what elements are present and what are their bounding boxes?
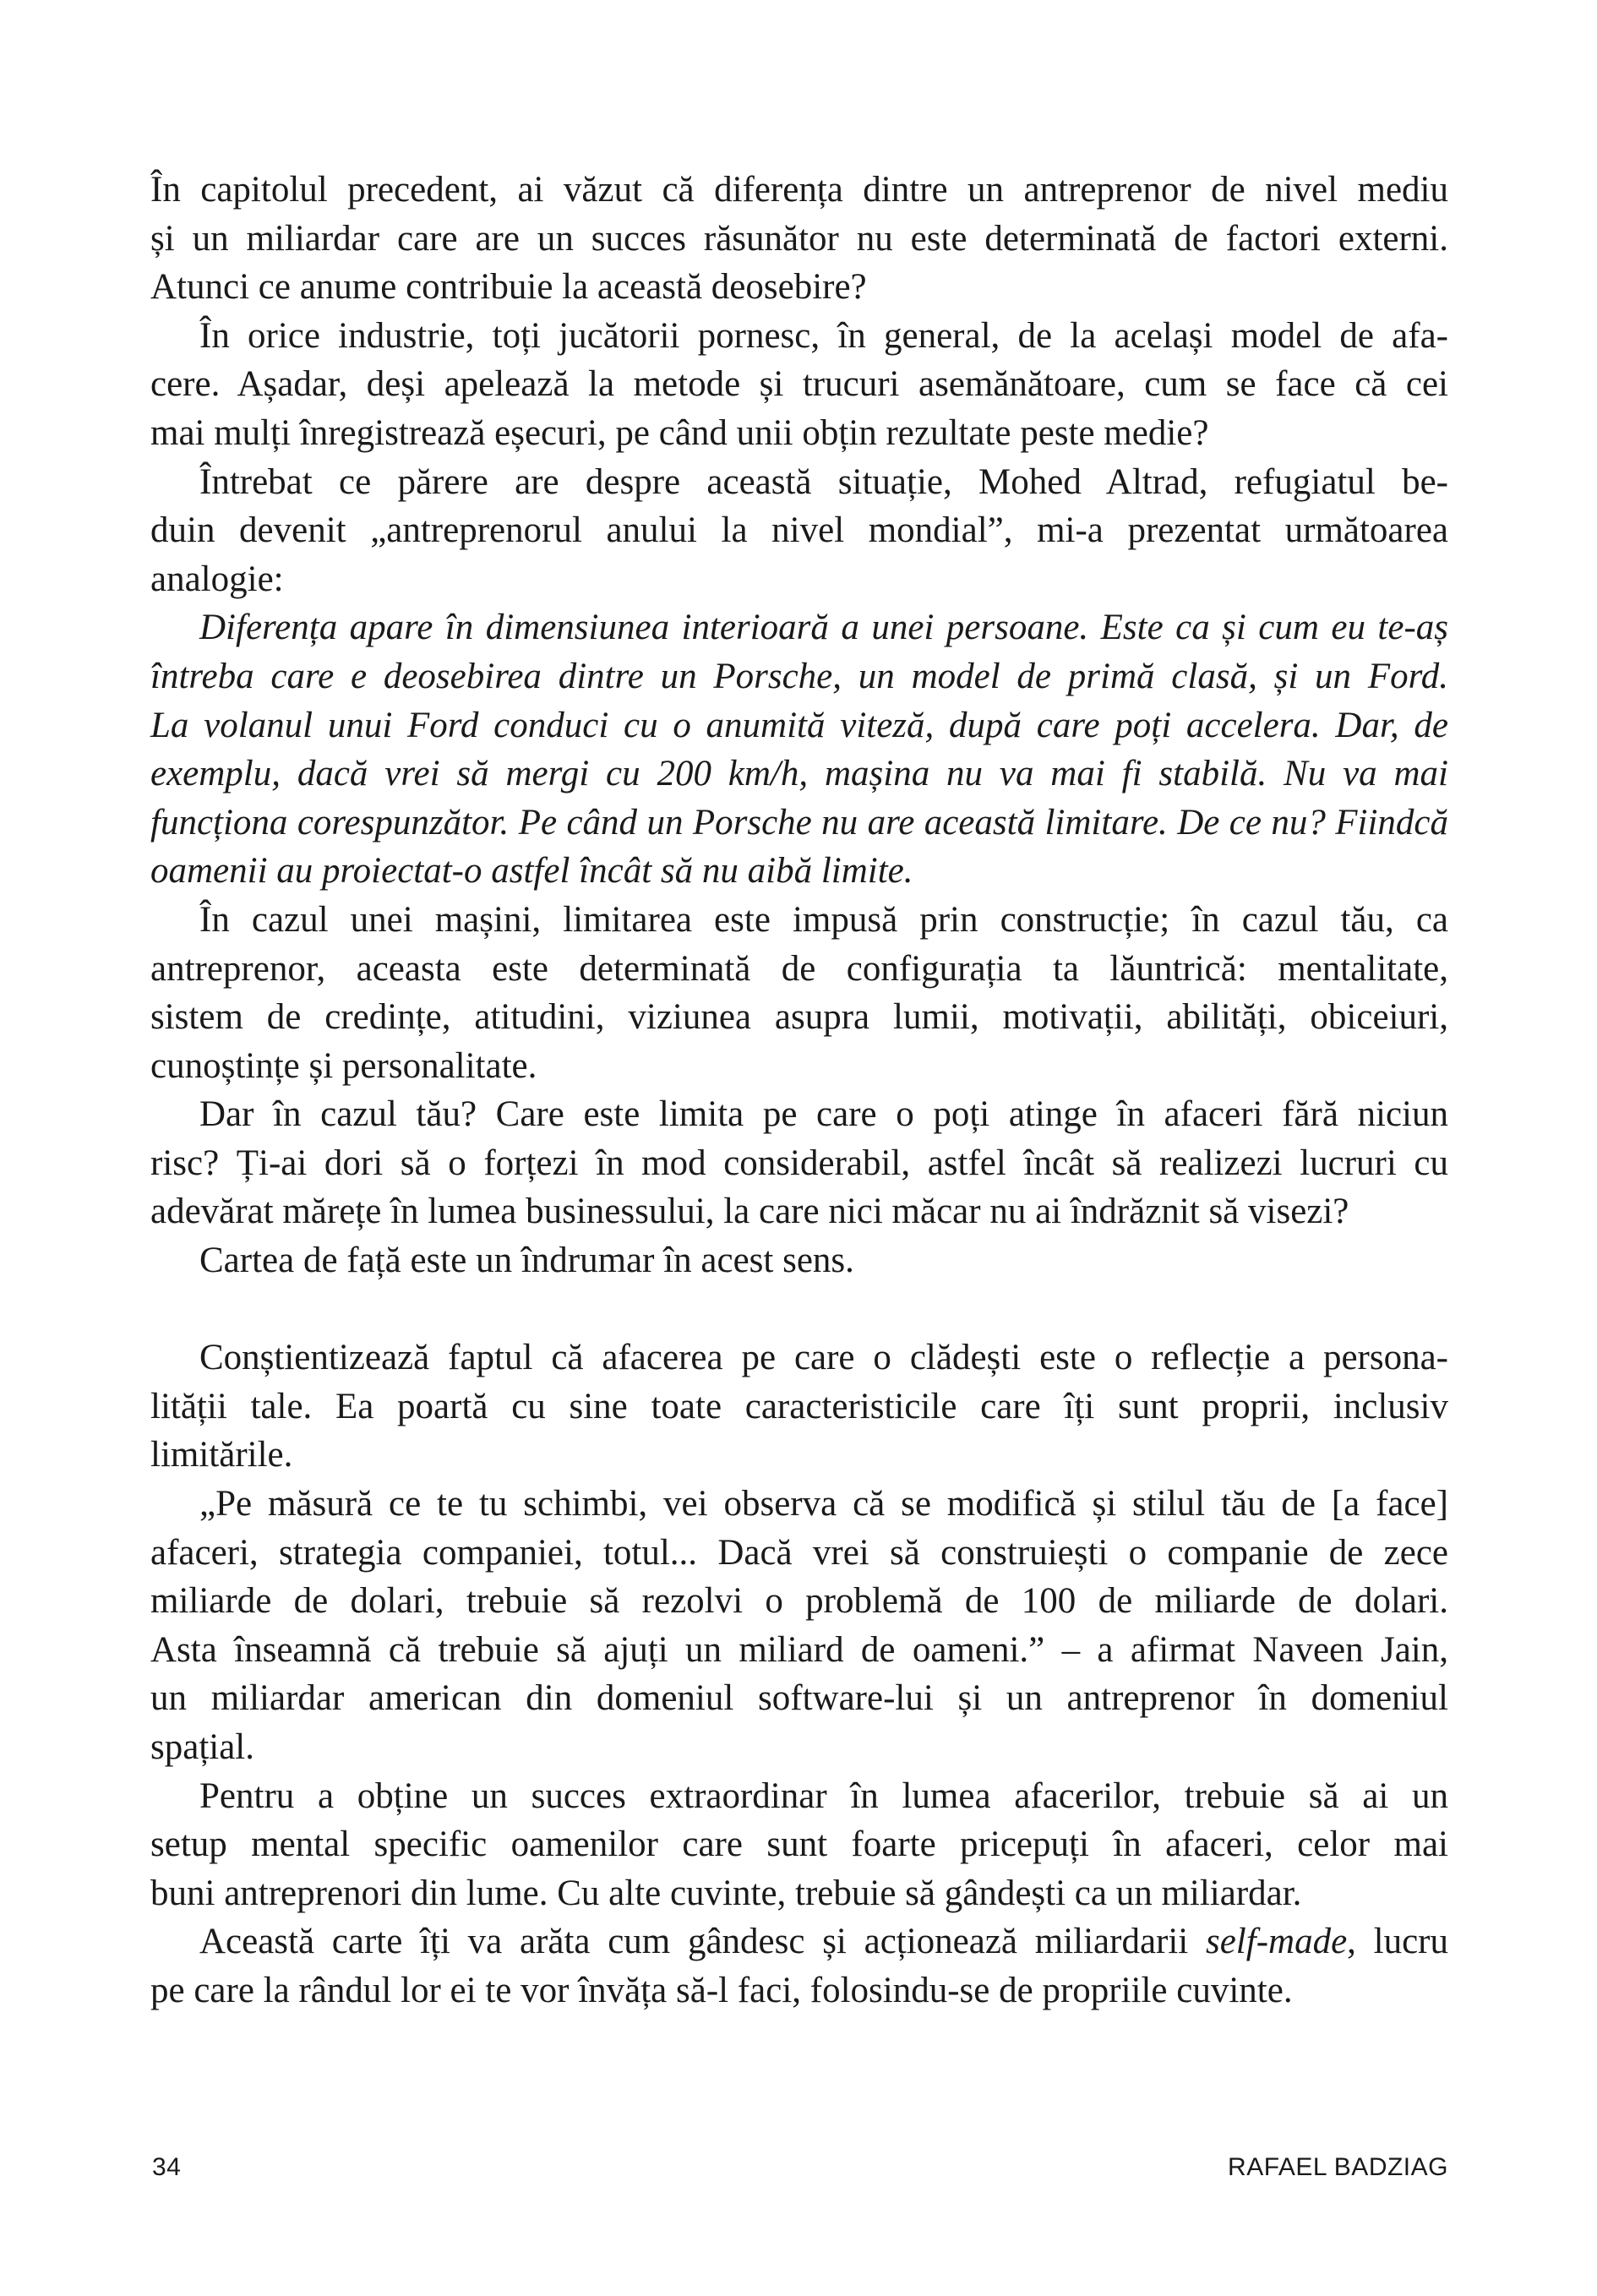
text-line: Atunci ce anume contribuie la această deosebire? [150, 267, 867, 308]
text-line: Dar în cazul tău? Care este limita pe care o poți atinge în afaceri fără niciun [199, 1094, 1448, 1135]
text-line: Conștientizează faptul că afacerea pe care o clădești este o reflecție a persona- [199, 1338, 1448, 1378]
text-line: un miliardar american din domeniul software-lui și un antreprenor în domeniul [150, 1678, 1448, 1719]
text-line: lității tale. Ea poartă cu sine toate caracteristicile care îți sunt proprii, inclusiv [150, 1386, 1448, 1426]
italic-term: self-made [1205, 1922, 1348, 1962]
text-line: Cartea de față este un îndrumar în acest sens. [199, 1241, 854, 1281]
text-line: adevărat mărețe în lumea businessului, la care nici măcar nu ai îndrăznit să visezi? [150, 1192, 1349, 1232]
text-line: și un miliardar care are un succes răsunător nu este determinată de factori externi. [150, 218, 1448, 259]
quote-paragraph [150, 1480, 1448, 1772]
paragraph [150, 1772, 1448, 1918]
text-line: duin devenit „antreprenorul anului la nivel mondial”, mi-a prezentat următoarea [150, 510, 1448, 551]
text-line: buni antreprenori din lume. Cu alte cuvinte, trebuie să gândești ca un miliardar. [150, 1873, 1302, 1913]
text-run: Această carte îți va arăta cum gândesc și acționează miliardarii [199, 1922, 1206, 1962]
quote-paragraph [150, 603, 1448, 896]
paragraph [150, 1917, 1448, 2015]
paragraph [150, 1236, 1448, 1285]
page-number: 34 [152, 2153, 182, 2181]
text-line: setup mental specific oamenilor care sunt foarte pricepuți în afaceri, celor mai [150, 1824, 1448, 1865]
paragraph [150, 312, 1448, 458]
text-line: risc? Ți-ai dori să o forțezi în mod considerabil, astfel încât să realizezi lucruri cu [150, 1143, 1448, 1183]
running-footer-author: RAFAEL BADZIAG [1228, 2153, 1448, 2181]
text-line: În cazul unei mașini, limitarea este impusă prin construcție; în cazul tău, ca [199, 899, 1448, 940]
text-line: În capitolul precedent, ai văzut că diferența dintre un antreprenor de nivel mediu [150, 170, 1448, 210]
text-line: Întrebat ce părere are despre această situație, Mohed Altrad, refugiatul be- [199, 461, 1448, 502]
text-line: sistem de credințe, atitudini, viziunea asupra lumii, motivații, abilități, obiceiuri, [150, 997, 1448, 1038]
text-line: „Pe măsură ce te tu schimbi, vei observa că se modifică și stilul tău de [a face] [199, 1484, 1448, 1524]
paragraph [150, 896, 1448, 1090]
text-line: limitările. [150, 1435, 293, 1475]
text-line: La volanul unui Ford conduci cu o anumită viteză, după care poți accelera. Dar, de [150, 705, 1448, 745]
text-line: oamenii au proiectat-o astfel încât să nu aibă limite. [150, 851, 913, 892]
paragraph [150, 166, 1448, 312]
text-line: În orice industrie, toți jucătorii pornesc, în general, de la același model de afa- [199, 315, 1448, 356]
text-line: Asta înseamnă că trebuie să ajuți un miliard de oameni.” – a afirmat Naveen Jain, [150, 1629, 1448, 1670]
text-run: , lucru [1347, 1922, 1448, 1962]
paragraph [150, 1333, 1448, 1480]
text-line [150, 1917, 1448, 1966]
text-line: miliarde de dolari, trebuie să rezolvi o problemă de 100 de miliarde de dolari. [150, 1581, 1448, 1622]
text-line: spațial. [150, 1727, 254, 1767]
text-line: întreba care e deosebirea dintre un Porsche, un model de primă clasă, și un Ford. [150, 656, 1448, 696]
text-line: mai mulți înregistrează eșecuri, pe când unii obțin rezultate peste medie? [150, 412, 1209, 453]
text-line: Diferența apare în dimensiunea interioară a unei persoane. Este ca și cum eu te-aș [199, 608, 1448, 648]
section-break [150, 1285, 1448, 1334]
text-line: afaceri, strategia companiei, totul... Dacă vrei să construiești o companie de zece [150, 1532, 1448, 1573]
text-line: Pentru a obține un succes extraordinar în lumea afacerilor, trebuie să ai un [199, 1775, 1448, 1816]
text-line: antreprenor, aceasta este determinată de configurația ta lăuntrică: mentalitate, [150, 948, 1448, 989]
text-line: funcționa corespunzător. Pe când un Porsche nu are această limitare. De ce nu? Fiindcă [150, 802, 1448, 843]
paragraph [150, 1090, 1448, 1236]
body-text [150, 166, 1448, 2015]
text-line: pe care la rândul lor ei te vor învăța să-l faci, folosindu-se de propriile cuvinte. [150, 1970, 1293, 2010]
text-line: cunoștințe și personalitate. [150, 1045, 537, 1086]
text-line: cere. Așadar, deși apelează la metode și trucuri asemănătoare, cum se face că cei [150, 364, 1448, 405]
paragraph [150, 458, 1448, 604]
text-line: exemplu, dacă vrei să mergi cu 200 km/h, mașina nu va mai fi stabilă. Nu va mai [150, 754, 1448, 794]
text-line: analogie: [150, 559, 284, 599]
